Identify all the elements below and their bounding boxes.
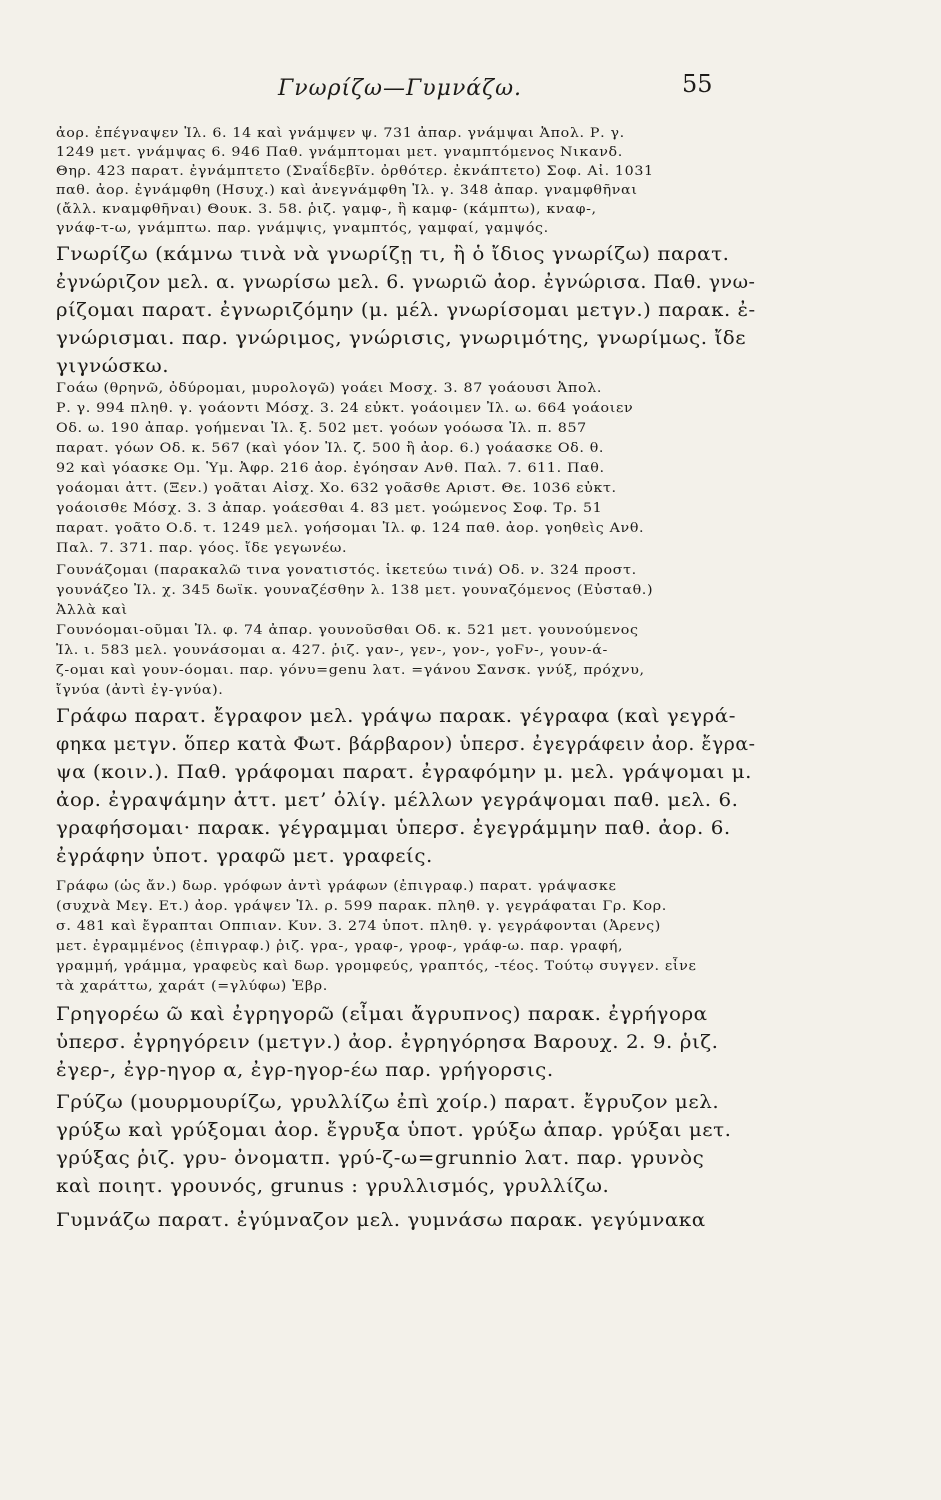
text-line: (συχνὰ Μεγ. Ετ.) ἀορ. γράψεν Ἰλ. ρ. 599 παρακ. πληθ. γ. γεγράφαται Γρ. Κορ.: [56, 899, 667, 914]
entry-headword-line: Γνωρίζω (κάμνω τινὰ νὰ γνωρίζῃ τι, ἢ ὁ ἴδιος γνωρίζω) παρατ.: [56, 244, 730, 265]
entry-headword-line: Γράφω (ὡς ἄν.) δωρ. γρόφων ἀντὶ γράφων (ἐπιγραφ.) παρατ. γράψασκε: [56, 879, 617, 894]
text-line: τὰ χαράττω, χαράτ (=γλύφω) Ἑβρ.: [56, 979, 328, 994]
text-line: ζ-ομαι καὶ γουν-όομαι. παρ. γόνυ=genu λατ. =γάνου Σανσκ. γνύξ, πρόχνυ,: [56, 663, 645, 678]
text-line: σ. 481 καὶ ἔγραπται Οππιαν. Κυν. 3. 274 ὑποτ. πληθ. γ. γεγράφονται (Ἀρενς): [56, 919, 661, 934]
text-line: γιγνώσκω.: [56, 356, 170, 377]
text-line: (ἄλλ. κναμφθῆναι) Θουκ. 3. 58. ῥιζ. γαμφ-, ἢ καμφ- (κάμπτω), κναφ-,: [56, 202, 597, 217]
text-line: Οδ. ω. 190 ἀπαρ. γοήμεναι Ἰλ. ξ. 502 μετ. γοόων γοόωσα Ἰλ. π. 857: [56, 421, 587, 436]
text-line: 1249 μετ. γνάμψας 6. 946 Παθ. γνάμπτομαι μετ. γναμπτόμενος Νικανδ.: [56, 145, 623, 160]
running-title: Γνωρίζω—Γυμνάζω.: [278, 76, 523, 101]
text-line: παρατ. γοᾶτο Ο.δ. τ. 1249 μελ. γοήσομαι Ἰλ. φ. 124 παθ. ἀορ. γοηθεὶς Ανθ.: [56, 521, 645, 536]
text-line: Θηρ. 423 παρατ. ἐγνάμπτετο (Σναΐδεβῖν. ὀρθότερ. ἐκνάπτετο) Σοφ. Αἰ. 1031: [56, 164, 654, 179]
text-line: ψα (κοιν.). Παθ. γράφομαι παρατ. ἐγραφόμην μ. μελ. γράψομαι μ.: [56, 762, 752, 783]
text-line: γνώρισμαι. παρ. γνώριμος, γνώρισις, γνωριμότης, γνωρίμως. ἴδε: [56, 328, 747, 349]
text-line: ἐγράφην ὑποτ. γραφῶ μετ. γραφείς.: [56, 846, 433, 867]
dictionary-page: [56, 0, 776, 1500]
text-line: ἀορ. ἐγραψάμην ἀττ. μετ’ ὀλίγ. μέλλων γεγράψομαι παθ. μελ. 6.: [56, 790, 739, 811]
entry-headword-line: Γουνάζομαι (παρακαλῶ τινα γονατιστός. ἱκετεύω τινά) Οδ. ν. 324 προστ.: [56, 563, 637, 578]
text-line: παρατ. γόων Οδ. κ. 567 (καὶ γόον Ἰλ. ζ. 500 ἢ ἀορ. 6.) γοάασκε Οδ. θ.: [56, 441, 605, 456]
text-line: καὶ ποιητ. γρουνός, grunus : γρυλλισμός, γρυλλίζω.: [56, 1176, 610, 1197]
text-line: ὑπερσ. ἐγρηγόρειν (μετγν.) ἀορ. ἐγρηγόρησα Βαρουχ. 2. 9. ῥιζ.: [56, 1032, 719, 1053]
text-line: ἀορ. ἐπέγναψεν Ἰλ. 6. 14 καὶ γνάμψεν ψ. 731 ἀπαρ. γνάμψαι Ἀπολ. Ρ. γ.: [56, 126, 625, 141]
text-line: γρύξας ῥιζ. γρυ- ὀνοματπ. γρύ-ζ-ω=grunnio λατ. παρ. γρυνὸς: [56, 1148, 705, 1169]
entry-headword-line: Γυμνάζω παρατ. ἐγύμναζον μελ. γυμνάσω παρακ. γεγύμνακα: [56, 1210, 706, 1231]
text-line: ἴγνύα (ἀντὶ ἐγ-γνύα).: [56, 683, 224, 698]
entry-headword-line: Γρύζω (μουρμουρίζω, γρυλλίζω ἐπὶ χοίρ.) παρατ. ἔγρυζον μελ.: [56, 1092, 720, 1113]
text-line: γραμμή, γράμμα, γραφεὺς καὶ δωρ. γρομφεύς, γραπτός, -τέος. Τούτῳ συγγεν. εἶνε: [56, 959, 697, 974]
page-number: 55: [682, 70, 713, 98]
text-line: 92 καὶ γόασκε Ομ. Ὑμ. Ἀφρ. 216 ἀορ. ἐγόησαν Ανθ. Παλ. 7. 611. Παθ.: [56, 461, 605, 476]
entry-headword-line: Γουνόομαι-οῦμαι Ἰλ. φ. 74 ἀπαρ. γουνοῦσθαι Οδ. κ. 521 μετ. γουνούμενος: [56, 623, 639, 638]
text-line: Ἀλλὰ καὶ: [56, 603, 128, 618]
text-line: μετ. ἐγραμμένος (ἐπιγραφ.) ῥιζ. γρα-, γραφ-, γροφ-, γράφ-ω. παρ. γραφή,: [56, 939, 624, 954]
text-line: φηκα μετγν. ὅπερ κατὰ Φωτ. βάρβαρον) ὑπερσ. ἐγεγράφειν ἀορ. ἔγρα-: [56, 734, 756, 755]
text-line: γουνάζεο Ἰλ. χ. 345 δωϊκ. γουναζέσθην λ. 138 μετ. γουναζόμενος (Εὐσταθ.): [56, 583, 654, 598]
text-line: Ρ. γ. 994 πληθ. γ. γοάοντι Μόσχ. 3. 24 εὐκτ. γοάοιμεν Ἰλ. ω. 664 γοάοιεν: [56, 401, 634, 416]
text-line: ἐγνώριζον μελ. α. γνωρίσω μελ. 6. γνωριῶ ἀορ. ἐγνώρισα. Παθ. γνω-: [56, 272, 756, 293]
page-header: [56, 70, 776, 112]
text-line: γνάφ-τ-ω, γνάμπτω. παρ. γνάμψις, γναμπτός, γαμφαί, γαμψός.: [56, 221, 549, 236]
text-line: γοάοισθε Μόσχ. 3. 3 ἀπαρ. γοάεσθαι 4. 83 μετ. γοώμενος Σοφ. Τρ. 51: [56, 501, 603, 516]
entry-headword-line: Γοάω (θρηνῶ, ὀδύρομαι, μυρολογῶ) γοάει Μοσχ. 3. 87 γοάουσι Ἀπολ.: [56, 381, 603, 396]
entry-headword-line: Γρηγορέω ῶ καὶ ἐγρηγορῶ (εἶμαι ἄγρυπνος) παρακ. ἐγρήγορα: [56, 1004, 708, 1025]
text-line: ἐγερ-, ἐγρ-ηγορ α, ἐγρ-ηγορ-έω παρ. γρήγορσις.: [56, 1060, 554, 1081]
text-line: Ἰλ. ι. 583 μελ. γουνάσομαι α. 427. ῥιζ. γαν-, γεν-, γον-, γοϜν-, γουν-ά-: [56, 643, 608, 658]
text-line: γοάομαι ἀττ. (Ξεν.) γοᾶται Αἰσχ. Χο. 632 γοᾶσθε Αριστ. Θε. 1036 εὐκτ.: [56, 481, 617, 496]
text-line: ρίζομαι παρατ. ἐγνωριζόμην (μ. μέλ. γνωρίσομαι μετγν.) παρακ. ἐ-: [56, 300, 756, 321]
text-line: γρύξω καὶ γρύξομαι ἀορ. ἔγρυξα ὑποτ. γρύξω ἀπαρ. γρύξαι μετ.: [56, 1120, 732, 1141]
entry-headword-line: Γράφω παρατ. ἔγραφον μελ. γράψω παρακ. γέγραφα (καὶ γεγρά-: [56, 706, 736, 727]
text-line: γραφήσομαι· παρακ. γέγραμμαι ὑπερσ. ἐγεγράμμην παθ. ἀορ. 6.: [56, 818, 731, 839]
text-line: παθ. ἀορ. ἐγνάμφθη (Ησυχ.) καὶ ἀνεγνάμφθη Ἰλ. γ. 348 ἀπαρ. γναμφθῆναι: [56, 183, 638, 198]
text-line: Παλ. 7. 371. παρ. γόος. ἴδε γεγωνέω.: [56, 541, 348, 556]
